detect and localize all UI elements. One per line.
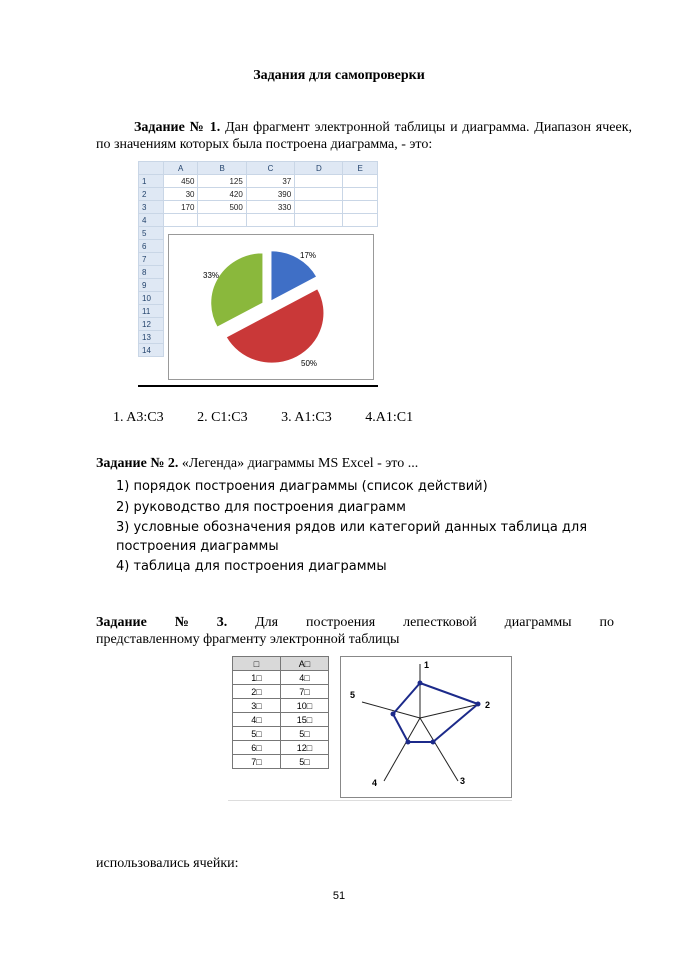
option-2: 2) руководство для построения диаграмм bbox=[116, 500, 406, 515]
col-header: A bbox=[163, 162, 198, 175]
task3-text bbox=[96, 614, 632, 648]
radar-point bbox=[418, 681, 423, 686]
task3-word: по bbox=[599, 615, 614, 630]
page-number: 51 bbox=[332, 890, 346, 902]
row-header: 1 bbox=[139, 175, 164, 188]
table-cell: 3□ bbox=[233, 699, 281, 713]
task1-answers bbox=[113, 410, 443, 426]
cell-b2: 420 bbox=[198, 188, 246, 201]
table-header: □ bbox=[233, 657, 281, 671]
table-cell: 5□ bbox=[281, 755, 329, 769]
cell-empty bbox=[295, 175, 343, 188]
table-cell: 7□ bbox=[281, 685, 329, 699]
pie-label-17: 17% bbox=[300, 251, 317, 260]
table-cell: 5□ bbox=[281, 727, 329, 741]
task3-line2: представленному фрагменту электронной таблицы bbox=[96, 632, 400, 647]
task1-question: Дан фрагмент электронной таблицы и диаграмма. Диапазон ячеек, по значениям которых была построена диаграмма, - это: bbox=[96, 120, 633, 152]
table-cell: 15□ bbox=[281, 713, 329, 727]
option-1: 1) порядок построения диаграммы (список действий) bbox=[116, 479, 488, 494]
option-3: 3) условные обозначения рядов или категорий данных таблица для построения диаграммы bbox=[116, 520, 588, 554]
radar-point bbox=[476, 702, 481, 707]
cell-empty bbox=[343, 201, 378, 214]
table-header: A□ bbox=[281, 657, 329, 671]
row-header: 4 bbox=[139, 214, 164, 227]
cell-c2: 390 bbox=[246, 188, 294, 201]
table-cell: 12□ bbox=[281, 741, 329, 755]
answer-4: 4.A1:C1 bbox=[365, 410, 414, 425]
task3-word: лепестковой bbox=[403, 615, 477, 630]
radar-point bbox=[391, 712, 396, 717]
task1-label: Задание № 1. bbox=[134, 120, 221, 135]
radar-label-2: 2 bbox=[485, 700, 491, 710]
cell-empty bbox=[163, 214, 198, 227]
table-cell: 6□ bbox=[233, 741, 281, 755]
cell-empty bbox=[295, 188, 343, 201]
row-header: 2 bbox=[139, 188, 164, 201]
row-header: 8 bbox=[139, 266, 164, 279]
radar-label-1: 1 bbox=[424, 660, 430, 670]
task3-word: построения bbox=[306, 615, 376, 630]
radar-point bbox=[431, 740, 436, 745]
figure-bottom-rule bbox=[138, 385, 378, 387]
col-header: E bbox=[343, 162, 378, 175]
pie-label-33: 33% bbox=[203, 271, 220, 280]
row-header: 6 bbox=[139, 240, 164, 253]
task1-text bbox=[96, 119, 632, 153]
cell-b3: 500 bbox=[198, 201, 246, 214]
task3-word: Для bbox=[255, 615, 279, 630]
row-header: 14 bbox=[139, 344, 164, 357]
cell-empty bbox=[246, 214, 294, 227]
row-header: 13 bbox=[139, 331, 164, 344]
task2-question: «Легенда» диаграммы MS Excel - это ... bbox=[178, 456, 419, 471]
answer-1: 1. A3:C3 bbox=[113, 410, 164, 425]
cell-c1: 37 bbox=[246, 175, 294, 188]
col-header: D bbox=[295, 162, 343, 175]
task3-table bbox=[232, 656, 329, 769]
table-cell: 7□ bbox=[233, 755, 281, 769]
table-cell: 1□ bbox=[233, 671, 281, 685]
row-header: 9 bbox=[139, 279, 164, 292]
option-4: 4) таблица для построения диаграммы bbox=[116, 559, 387, 574]
cell-empty bbox=[295, 201, 343, 214]
pie-chart bbox=[168, 234, 374, 380]
row-header: 10 bbox=[139, 292, 164, 305]
cell-c3: 330 bbox=[246, 201, 294, 214]
table-cell: 4□ bbox=[281, 671, 329, 685]
task3-data-table bbox=[232, 656, 329, 769]
cell-a1: 450 bbox=[163, 175, 198, 188]
table-cell: 2□ bbox=[233, 685, 281, 699]
task3-label-c: 3. bbox=[216, 615, 228, 630]
table-cell: 5□ bbox=[233, 727, 281, 741]
row-header: 11 bbox=[139, 305, 164, 318]
cell-empty bbox=[198, 214, 246, 227]
radar-chart bbox=[340, 656, 512, 798]
radar-label-3: 3 bbox=[460, 776, 466, 786]
cell-b1: 125 bbox=[198, 175, 246, 188]
radar-label-5: 5 bbox=[350, 690, 356, 700]
cell-empty bbox=[295, 214, 343, 227]
cell-a3: 170 bbox=[163, 201, 198, 214]
row-header: 12 bbox=[139, 318, 164, 331]
answer-2: 2. C1:C3 bbox=[197, 410, 248, 425]
cell-empty bbox=[343, 175, 378, 188]
row-header: 3 bbox=[139, 201, 164, 214]
cell-a2: 30 bbox=[163, 188, 198, 201]
task3-line1 bbox=[96, 614, 614, 631]
task2-text bbox=[96, 456, 418, 472]
task3-word: диаграммы bbox=[504, 615, 572, 630]
figure-divider bbox=[228, 800, 512, 801]
cell-empty bbox=[343, 188, 378, 201]
row-header: 5 bbox=[139, 227, 164, 240]
table-cell: 10□ bbox=[281, 699, 329, 713]
col-header: B bbox=[198, 162, 246, 175]
pie-label-50: 50% bbox=[301, 359, 318, 368]
corner-cell bbox=[139, 162, 164, 175]
footer-question: использовались ячейки: bbox=[96, 856, 239, 871]
table-cell: 4□ bbox=[233, 713, 281, 727]
task3-label-b: № bbox=[174, 615, 189, 630]
row-header: 7 bbox=[139, 253, 164, 266]
task3-label-a: Задание bbox=[96, 615, 147, 630]
col-header: C bbox=[246, 162, 294, 175]
task2-options bbox=[116, 476, 616, 577]
answer-3: 3. A1:C3 bbox=[281, 410, 332, 425]
radar-label-4: 4 bbox=[372, 778, 378, 788]
radar-point bbox=[406, 740, 411, 745]
task2-label: Задание № 2. bbox=[96, 456, 179, 471]
cell-empty bbox=[343, 214, 378, 227]
page-title: Задания для самопроверки bbox=[253, 68, 425, 83]
